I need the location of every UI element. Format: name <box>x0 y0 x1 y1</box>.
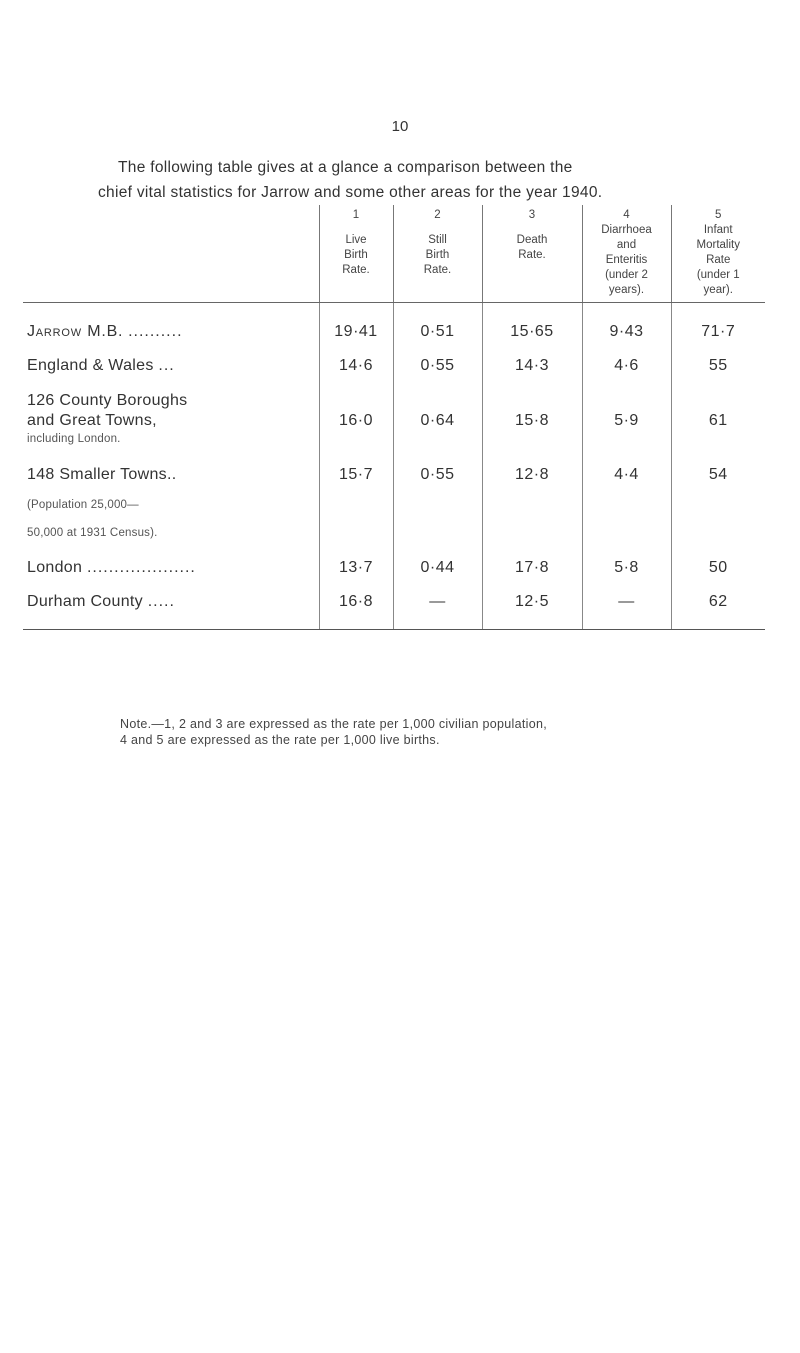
cell-still-birth-rate: 0·55 <box>393 447 482 541</box>
cell-death-rate: 17·8 <box>482 541 582 577</box>
cell-live-birth-rate: 19·41 <box>319 303 393 342</box>
cell-still-birth-rate: 0·55 <box>393 341 482 375</box>
cell-live-birth-rate: 16·0 <box>319 375 393 447</box>
dot-leader: .......... <box>128 323 183 340</box>
cell-diarrhoea-enteritis: — <box>582 577 671 630</box>
row-area-england-wales <box>23 341 319 375</box>
header-death-rate <box>482 205 582 303</box>
header-label-line: Rate. <box>342 264 370 276</box>
cell-still-birth-rate: 0·64 <box>393 375 482 447</box>
cell-death-rate: 15·65 <box>482 303 582 342</box>
cell-diarrhoea-enteritis: 4·6 <box>582 341 671 375</box>
cell-live-birth-rate: 14·6 <box>319 341 393 375</box>
area-name: 126 County Boroughs <box>27 392 188 409</box>
cell-infant-mortality: 62 <box>671 577 765 630</box>
area-subnote-continued: 50,000 at 1931 Census). <box>27 527 158 539</box>
page-number: 10 <box>391 118 409 135</box>
header-number: 2 <box>434 209 441 221</box>
header-label-line: Infant <box>703 224 733 236</box>
dot-leader: ..... <box>147 593 175 610</box>
table-row <box>23 341 765 375</box>
header-number: 1 <box>352 209 360 221</box>
cell-live-birth-rate: 15·7 <box>319 447 393 541</box>
cell-diarrhoea-enteritis: 5·8 <box>582 541 671 577</box>
area-name: 148 Smaller Towns.. <box>27 466 177 483</box>
area-name-continued: and Great Towns, <box>27 412 157 429</box>
cell-live-birth-rate: 13·7 <box>319 541 393 577</box>
table-footnote <box>120 716 780 748</box>
header-label-line: Mortality <box>696 239 740 251</box>
header-label-line: year). <box>703 284 733 296</box>
header-label-line: and <box>616 239 637 251</box>
cell-infant-mortality: 55 <box>671 341 765 375</box>
header-label-line: Birth <box>425 249 450 261</box>
cell-infant-mortality: 61 <box>671 375 765 447</box>
footnote-line-1: Note.—1, 2 and 3 are expressed as the rate per 1,000 civilian population, <box>120 717 548 731</box>
table-row <box>23 541 765 577</box>
cell-still-birth-rate: — <box>393 577 482 630</box>
header-live-birth-rate <box>319 205 393 303</box>
header-label-line: (under 1 <box>696 269 740 281</box>
header-label-line: Rate. <box>423 264 452 276</box>
header-label-line: Rate <box>706 254 731 266</box>
cell-infant-mortality: 54 <box>671 447 765 541</box>
header-label-line: Still <box>428 234 447 246</box>
cell-live-birth-rate: 16·8 <box>319 577 393 630</box>
area-subnote: (Population 25,000— <box>27 499 139 511</box>
cell-diarrhoea-enteritis: 9·43 <box>582 303 671 342</box>
row-area-jarrow <box>23 303 319 342</box>
footnote-line-2: 4 and 5 are expressed as the rate per 1,000 live births. <box>120 733 440 747</box>
intro-line-2: chief vital statistics for Jarrow and some other areas for the year 1940. <box>98 184 603 201</box>
intro-line-1: The following table gives at a glance a comparison between the <box>118 159 573 176</box>
header-area-blank <box>23 205 319 303</box>
header-number: 4 <box>623 209 630 221</box>
header-label-line: Live <box>345 234 367 246</box>
header-infant-mortality-rate <box>671 205 765 303</box>
table-row <box>23 577 765 630</box>
cell-diarrhoea-enteritis: 4·4 <box>582 447 671 541</box>
area-name: Jarrow M.B. <box>27 323 124 340</box>
intro-paragraph <box>98 155 778 205</box>
dot-leader: .................... <box>86 559 196 576</box>
area-name: England & Wales <box>27 357 154 374</box>
cell-death-rate: 12·5 <box>482 577 582 630</box>
cell-infant-mortality: 50 <box>671 541 765 577</box>
header-label-line: years). <box>608 284 645 296</box>
header-label-line: Diarrhoea <box>601 224 652 236</box>
table-row <box>23 303 765 342</box>
vital-statistics-table <box>23 205 765 630</box>
header-label-line: Enteritis <box>605 254 648 266</box>
row-area-london <box>23 541 319 577</box>
cell-infant-mortality: 71·7 <box>671 303 765 342</box>
area-subnote: including London. <box>27 433 121 445</box>
header-label-line: Death <box>516 234 548 246</box>
header-number: 5 <box>715 209 722 221</box>
cell-death-rate: 12·8 <box>482 447 582 541</box>
header-number: 3 <box>528 209 536 221</box>
row-area-durham-county <box>23 577 319 630</box>
area-name: London <box>27 559 83 576</box>
dot-leader: ... <box>158 357 175 374</box>
table-row <box>23 375 765 447</box>
cell-death-rate: 15·8 <box>482 375 582 447</box>
cell-diarrhoea-enteritis: 5·9 <box>582 375 671 447</box>
table-header-row <box>23 205 765 303</box>
header-still-birth-rate <box>393 205 482 303</box>
cell-still-birth-rate: 0·44 <box>393 541 482 577</box>
area-name: Durham County <box>27 593 143 610</box>
cell-death-rate: 14·3 <box>482 341 582 375</box>
header-label-line: (under 2 <box>605 269 648 281</box>
table-row <box>23 447 765 541</box>
row-area-smaller-towns <box>23 447 319 541</box>
header-label-line: Rate. <box>518 249 546 261</box>
header-label-line: Birth <box>344 249 368 261</box>
header-diarrhoea-enteritis <box>582 205 671 303</box>
cell-still-birth-rate: 0·51 <box>393 303 482 342</box>
row-area-county-boroughs <box>23 375 319 447</box>
